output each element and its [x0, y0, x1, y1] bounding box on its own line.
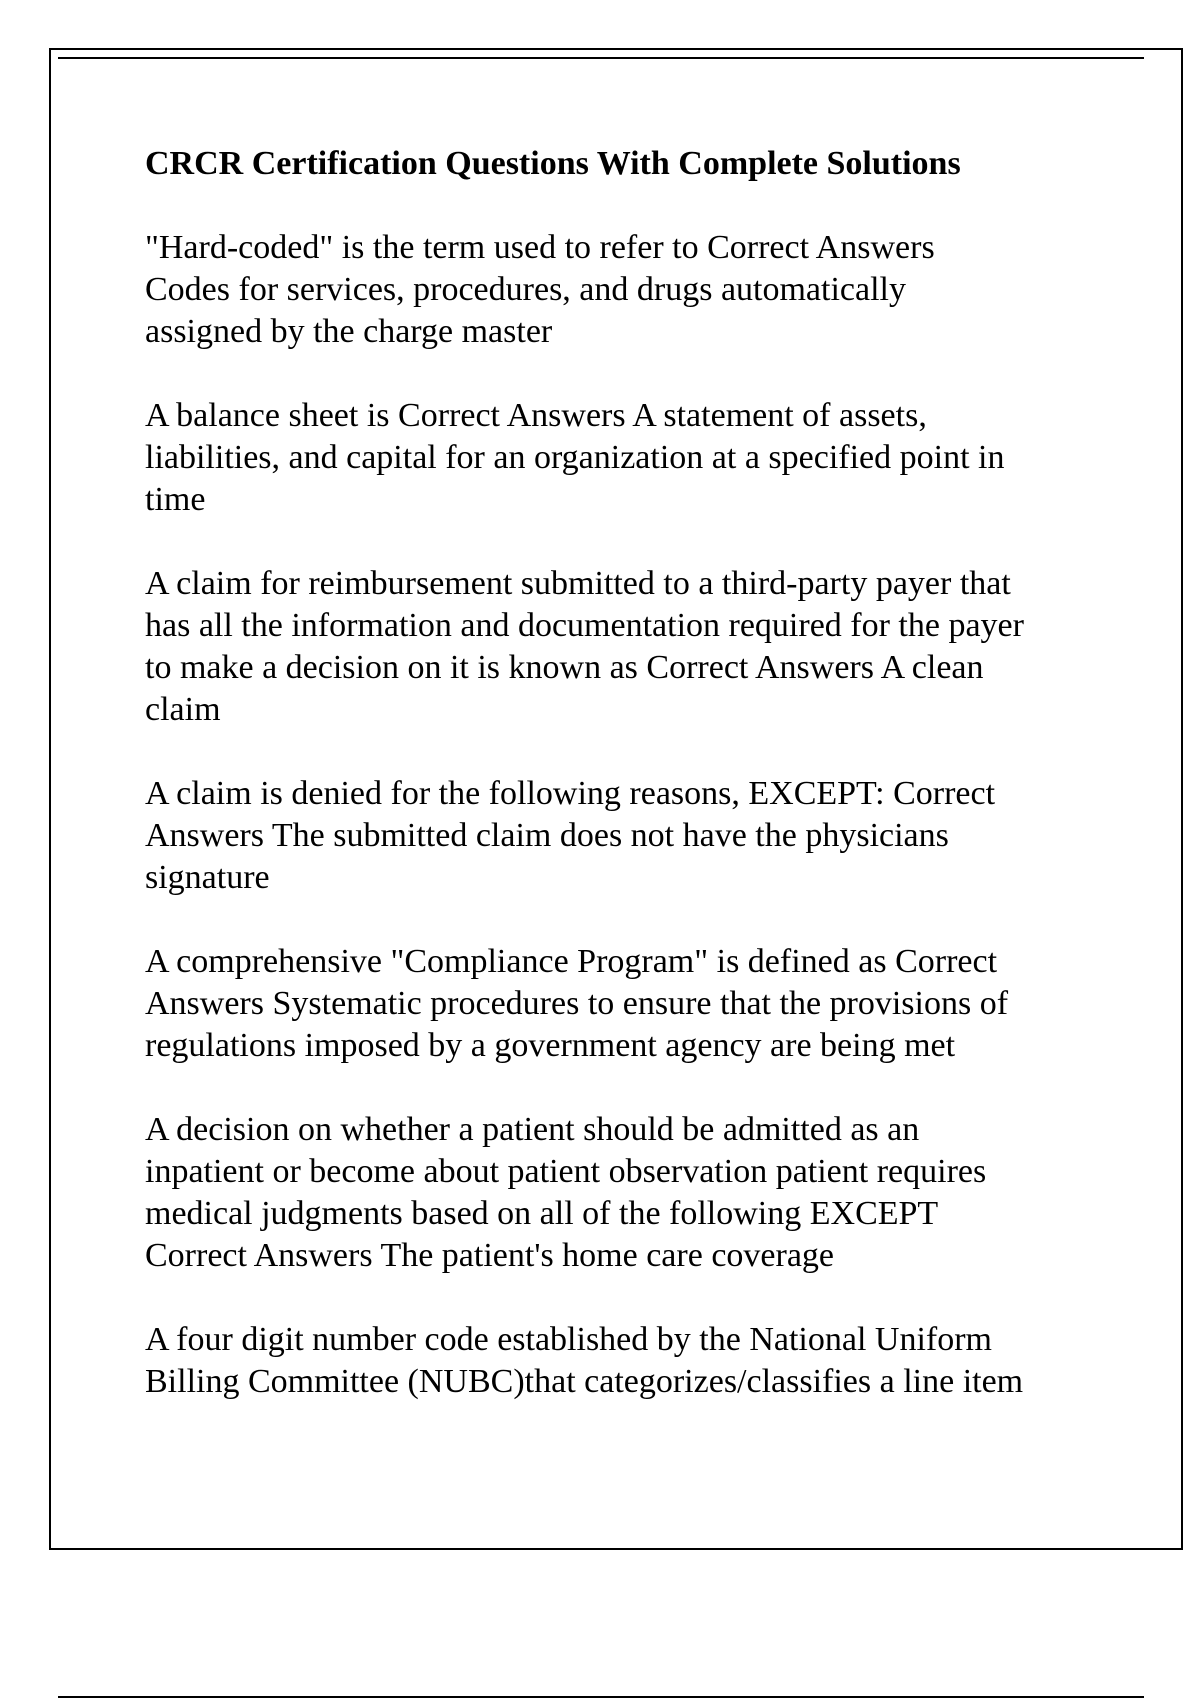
document-title: CRCR Certification Questions With Complete Solutions — [145, 145, 961, 182]
qa-entry-hard-coded: "Hard-coded" is the term used to refer to Correct Answers Codes for services, procedures, and drugs automatically assigned by the charge master — [145, 229, 935, 350]
qa-entry-balance-sheet: A balance sheet is Correct Answers A statement of assets, liabilities, and capital for an organization at a specified point in time — [145, 397, 1005, 518]
bottom-rule — [58, 1696, 1144, 1698]
qa-entry-admission-decision: A decision on whether a patient should be admitted as an inpatient or become about patient observation patient requires medical judgments based on all of the following EXCEPT Correct Answers The patient's home care coverage — [145, 1111, 987, 1274]
qa-entry-compliance-program: A comprehensive "Compliance Program" is defined as Correct Answers Systematic procedures to ensure that the provisions of regulations imposed by a government agency are being met — [145, 943, 1009, 1064]
qa-entry-revenue-code: A four digit number code established by the National Uniform Billing Committee (NUBC)that categorizes/classifies a line item — [145, 1321, 1024, 1400]
qa-entry-claim-denied: A claim is denied for the following reasons, EXCEPT: Correct Answers The submitted claim does not have the physicians signature — [145, 775, 996, 896]
qa-entry-clean-claim: A claim for reimbursement submitted to a third-party payer that has all the information and documentation required for the payer to make a decision on it is known as Correct Answers A clean claim — [145, 565, 1024, 728]
document-body — [145, 143, 1105, 1445]
